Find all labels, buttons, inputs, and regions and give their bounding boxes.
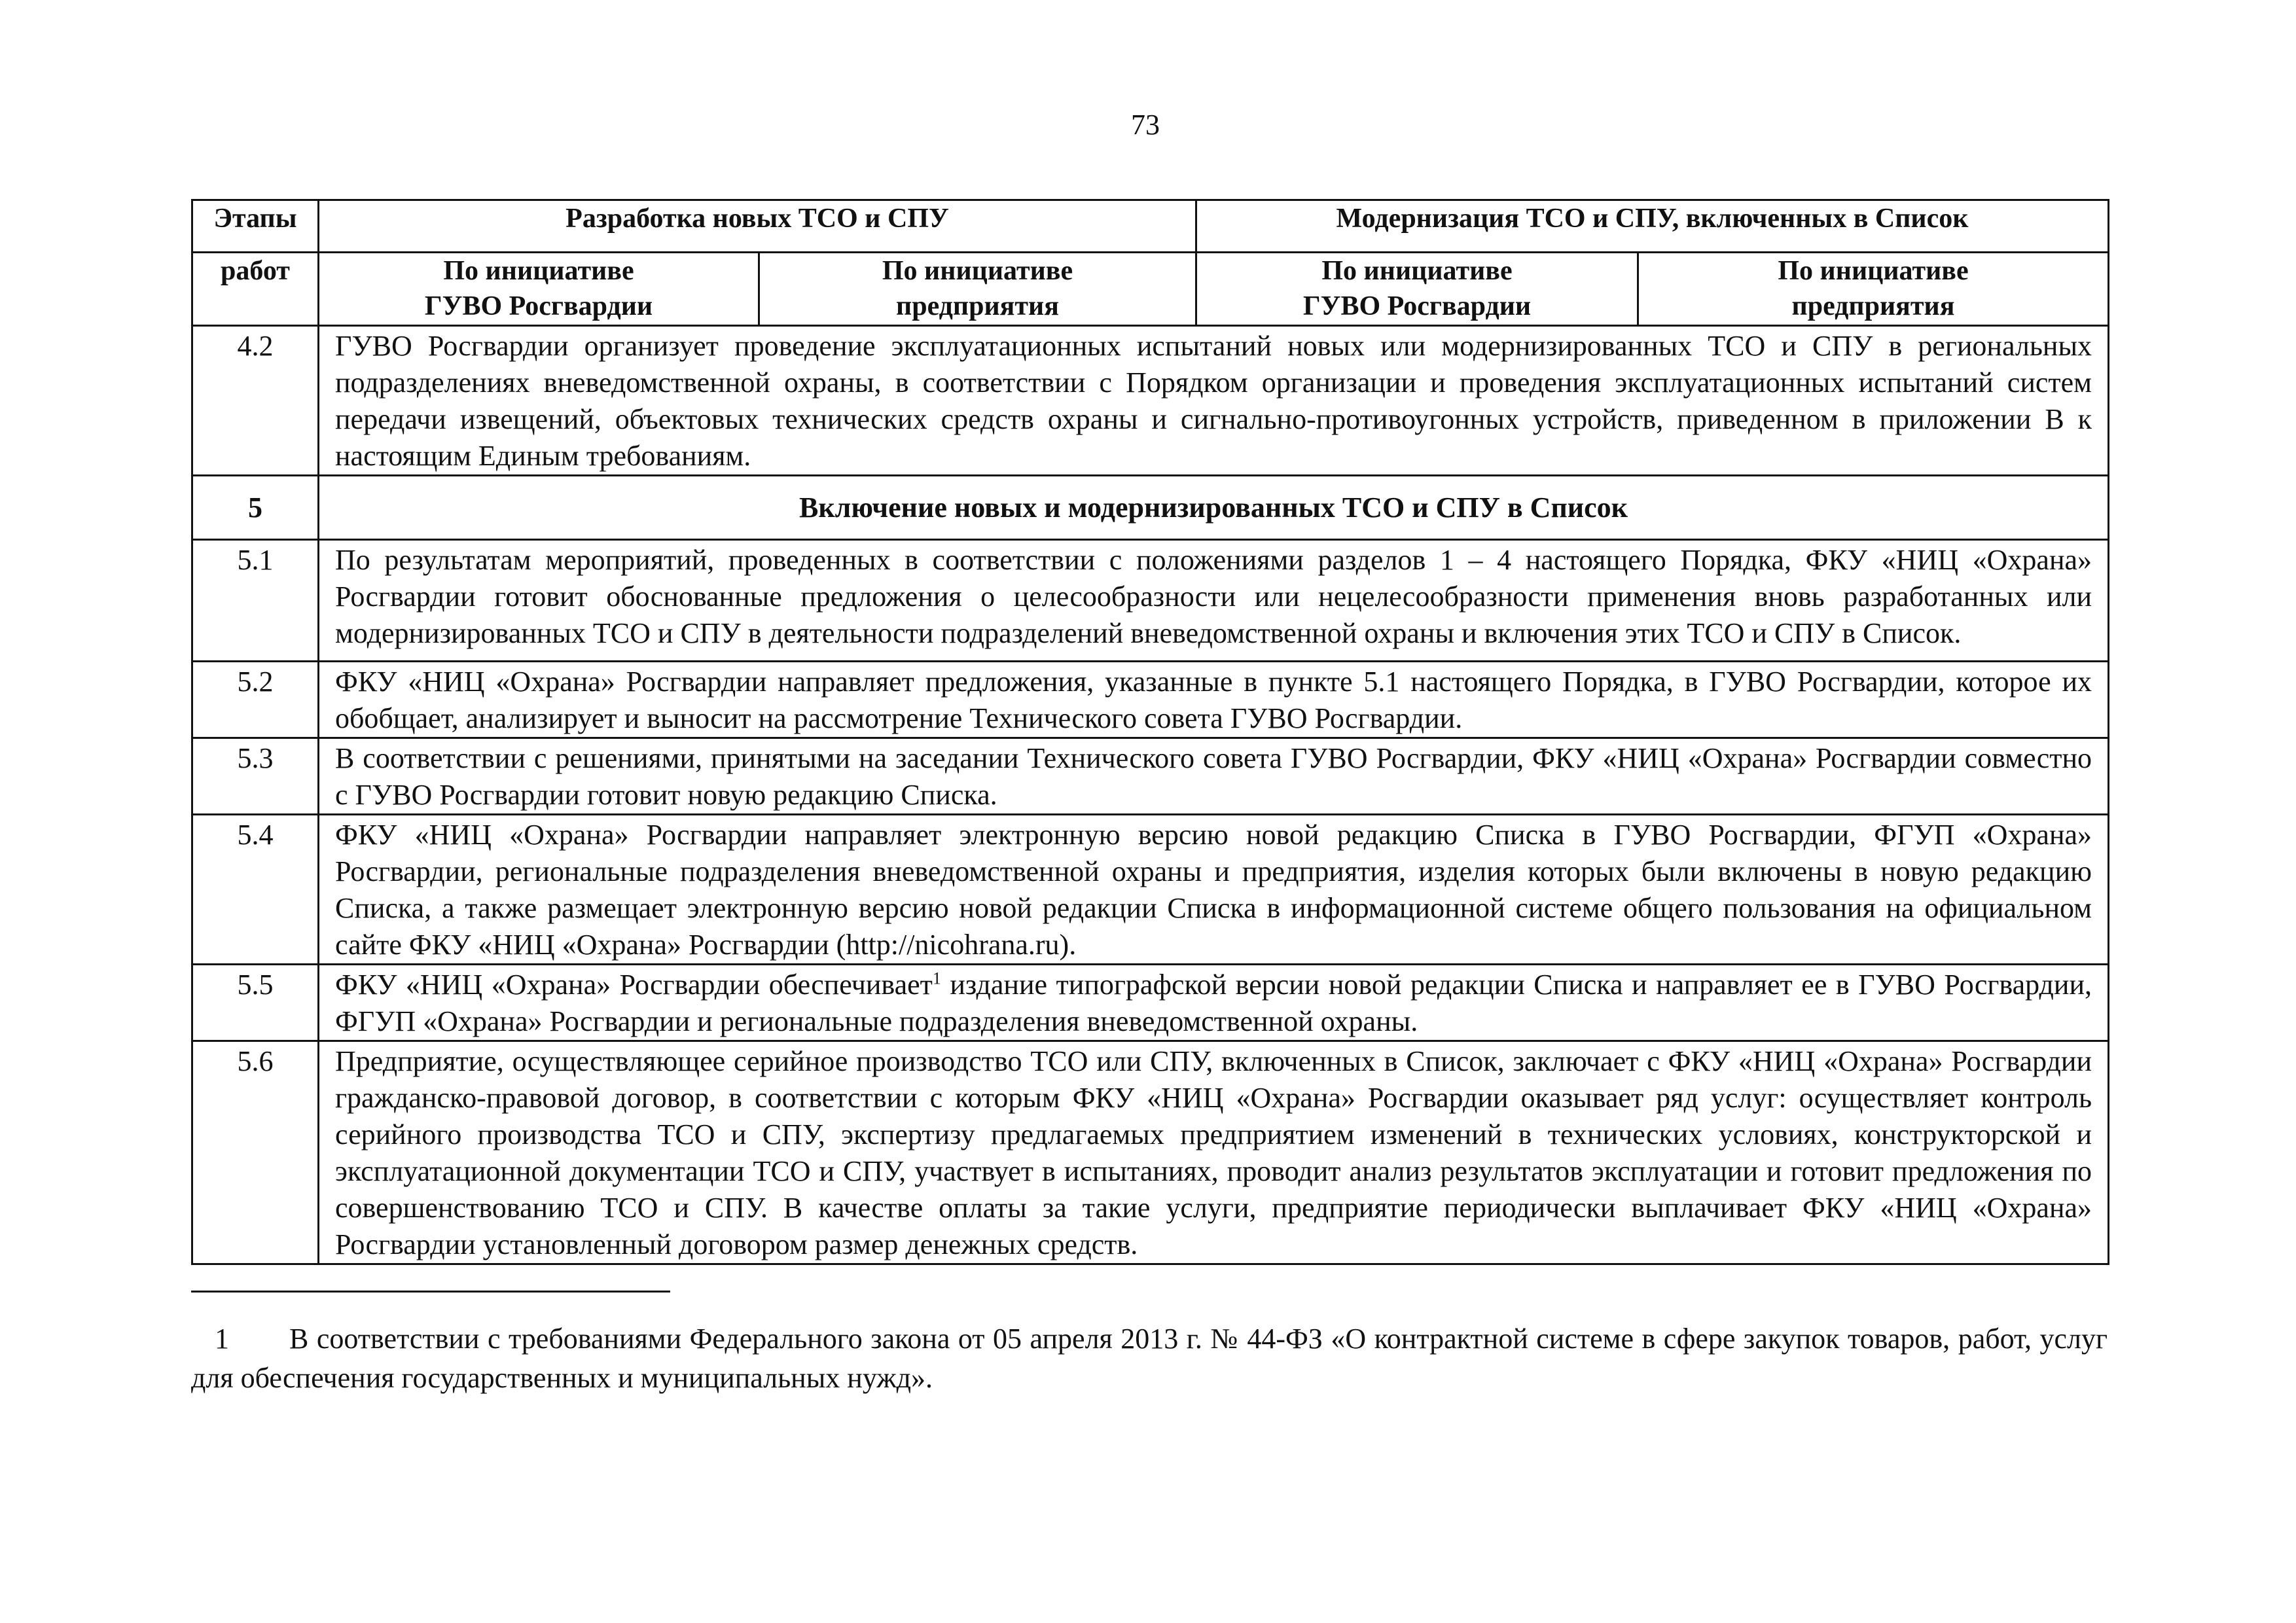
subheader-line: предприятия [896,291,1059,321]
header-group-modern: Модернизация ТСО и СПУ, включенных в Список [1196,200,2109,253]
header-stages-top: Этапы [192,200,319,253]
row-text: По результатам мероприятий, проведенных в соответствии с положениями разделов 1 – 4 настоящего Порядка, ФКУ «НИЦ «Охрана» Росгвардии готовит обоснованные предложения о целесообразности или нецелесообразности применения вновь разработанных или модернизированных ТСО и СПУ в деятельности подразделений вневедомственной охраны и включения этих ТСО и СПУ в Список. [319,540,2109,662]
table-row [192,662,2109,738]
section-number: 5 [192,476,319,540]
subheader-line: предприятия [1791,291,1955,321]
row-number: 5.5 [192,965,319,1041]
row-number: 5.3 [192,738,319,815]
header-group-new: Разработка новых ТСО и СПУ [319,200,1196,253]
row-number: 5.1 [192,540,319,662]
row-number: 5.4 [192,815,319,965]
row-text: В соответствии с решениями, принятыми на заседании Технического совета ГУВО Росгвардии, ФКУ «НИЦ «Охрана» Росгвардии совместно с ГУВО Росгвардии готовит новую редакцию Списка. [319,738,2109,815]
table-row [192,1041,2109,1264]
row-text [319,965,2109,1041]
table-row [192,965,2109,1041]
row-number: 4.2 [192,326,319,476]
footnote-reference: 1 [932,969,941,988]
subheader-modern-guvo [1196,253,1638,326]
table-row [192,815,2109,965]
row-number: 5.6 [192,1041,319,1264]
header-row-subgroups [192,253,2109,326]
subheader-modern-enterprise [1638,253,2109,326]
section-title: Включение новых и модернизированных ТСО и СПУ в Список [319,476,2109,540]
header-row-groups [192,200,2109,253]
footnote [191,1319,2108,1398]
subheader-new-enterprise [759,253,1196,326]
row-text: ГУВО Росгвардии организует проведение эксплуатационных испытаний новых или модернизированных ТСО и СПУ в региональных подразделениях вневедомственной охраны, в соответствии с Порядком организации и проведения эксплуатационных испытаний систем передачи извещений, объектовых технических средств охраны и сигнально-противоугонных устройств, приведенном в приложении В к настоящим Единым требованиям. [319,326,2109,476]
stages-table [191,199,2109,1265]
row-text-part: ФКУ «НИЦ «Охрана» Росгвардии обеспечивает [335,969,933,1001]
page-number: 73 [1131,109,1160,141]
subheader-line: По инициативе [882,256,1073,286]
subheader-line: По инициативе [1778,256,1969,286]
footnote-separator [191,1291,670,1293]
table-row [192,326,2109,476]
subheader-line: ГУВО Росгвардии [1302,291,1532,321]
row-text: ФКУ «НИЦ «Охрана» Росгвардии направляет электронную версию новой редакцию Списка в ГУВО Росгвардии, ФГУП «Охрана» Росгвардии, региональные подразделения вневедомственной охраны и предприятия, изделия которых были включены в новую редакцию Списка, а также размещает электронную версию новой редакции Списка в информационной системе общего пользования на официальном сайте ФКУ «НИЦ «Охрана» Росгвардии (http://nicohrana.ru). [319,815,2109,965]
table-row [192,738,2109,815]
section-row [192,476,2109,540]
footnote-mark: 1 [215,1323,229,1355]
subheader-line: По инициативе [443,256,634,286]
header-stages-bottom: работ [192,253,319,326]
row-text-part: издание типографской версии новой редакции Списка и направляет ее в ГУВО Росгвардии, ФГУП «Охрана» Росгвардии и региональные подразделения вневедомственной охраны. [335,969,2092,1037]
subheader-line: ГУВО Росгвардии [424,291,653,321]
subheader-line: По инициативе [1321,256,1513,286]
row-number: 5.2 [192,662,319,738]
row-text: ФКУ «НИЦ «Охрана» Росгвардии направляет предложения, указанные в пункте 5.1 настоящего Порядка, в ГУВО Росгвардии, которое их обобщает, анализирует и выносит на рассмотрение Технического совета ГУВО Росгвардии. [319,662,2109,738]
subheader-new-guvo [319,253,759,326]
footnote-text: В соответствии с требованиями Федерального закона от 05 апреля 2013 г. № 44-ФЗ «О контрактной системе в сфере закупок товаров, работ, услуг для обеспечения государственных и муниципальных нужд». [191,1323,2108,1394]
row-text: Предприятие, осуществляющее серийное производство ТСО или СПУ, включенных в Список, заключает с ФКУ «НИЦ «Охрана» Росгвардии гражданско-правовой договор, в соответствии с которым ФКУ «НИЦ «Охрана» Росгвардии оказывает ряд услуг: осуществляет контроль серийного производства ТСО и СПУ, экспертизу предлагаемых предприятием изменений в технических условиях, конструкторской и эксплуатационной документации ТСО и СПУ, участвует в испытаниях, проводит анализ результатов эксплуатации и готовит предложения по совершенствованию ТСО и СПУ. В качестве оплаты за такие услуги, предприятие периодически выплачивает ФКУ «НИЦ «Охрана» Росгвардии установленный договором размер денежных средств. [319,1041,2109,1264]
table-row [192,540,2109,662]
